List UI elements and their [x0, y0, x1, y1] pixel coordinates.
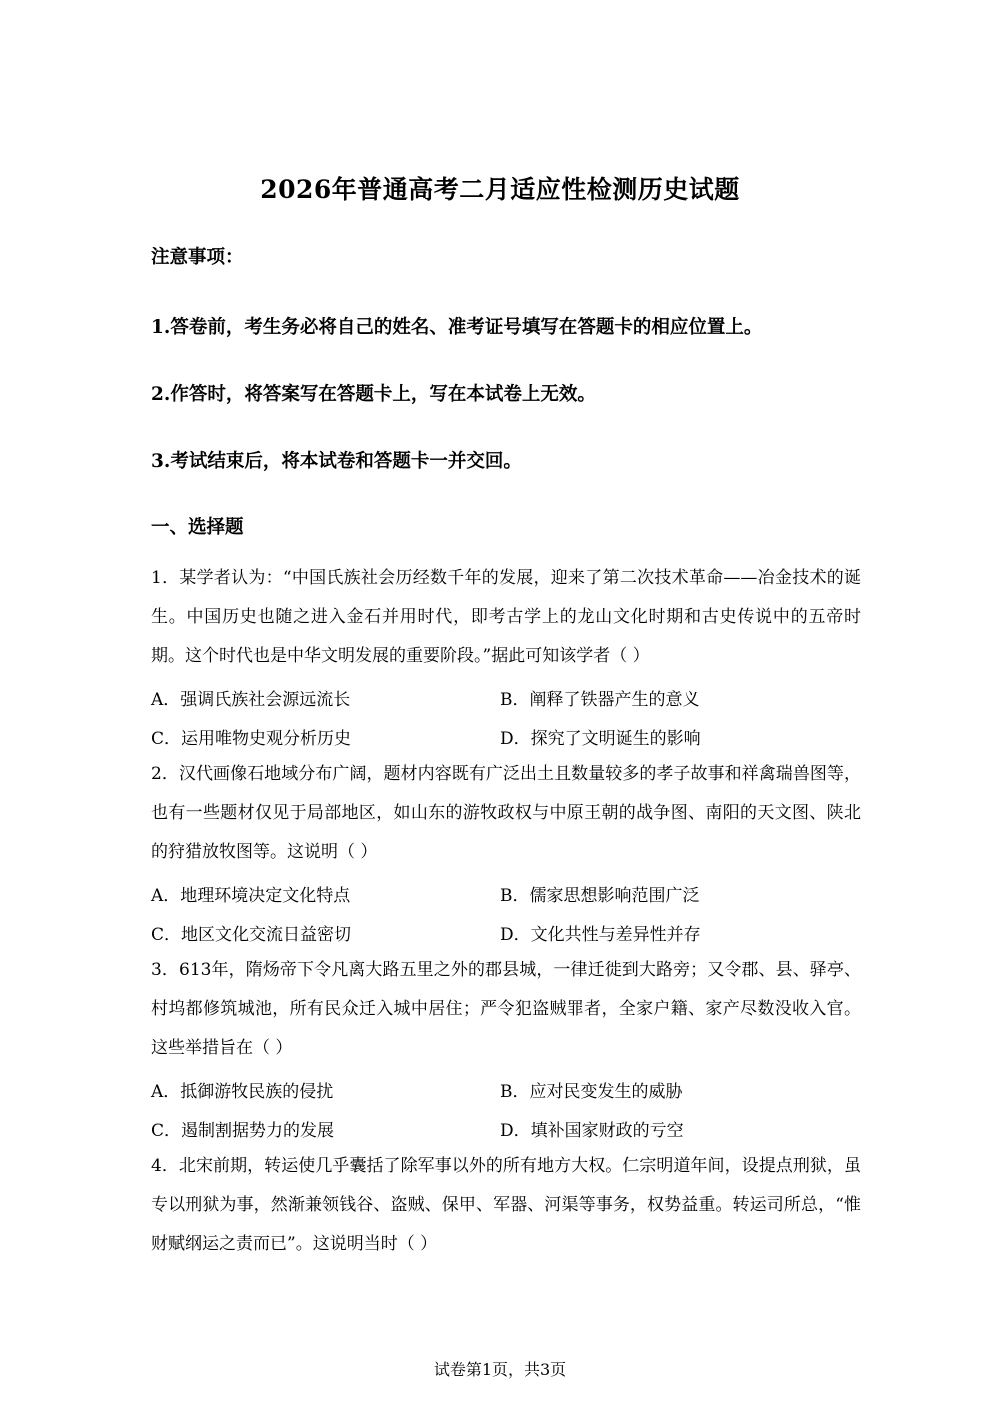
question-2-option-c: C．地区文化交流日益密切 — [151, 925, 352, 945]
question-2-option-d: D．文化共性与差异性并存 — [500, 925, 701, 945]
question-1-option-b: B．阐释了铁器产生的意义 — [500, 690, 700, 710]
notice-item-3: 3.考试结束后，将本试卷和答题卡一并交回。 — [151, 451, 522, 472]
question-1-option-d: D．探究了文明诞生的影响 — [500, 729, 701, 749]
notice-item-2: 2.作答时，将答案写在答题卡上，写在本试卷上无效。 — [151, 384, 596, 405]
question-2-option-b: B．儒家思想影响范围广泛 — [500, 886, 700, 906]
question-3-option-c: C．遏制割据势力的发展 — [151, 1121, 335, 1141]
page-title: 2026年普通高考二月适应性检测历史试题 — [260, 175, 740, 204]
question-2-option-a: A．地理环境决定文化特点 — [151, 886, 351, 906]
question-4-stem — [151, 1147, 861, 1264]
question-stem-text: 4．北宋前期，转运使几乎囊括了除军事以外的所有地方大权。仁宗明道年间，设提点刑狱，虽专以刑狱为事，然渐兼领钱谷、盗贼、保甲、军器、河渠等事务，权势益重。转运司所总，“惟财赋纲运之责而已”。这说明当时（ ） — [151, 1156, 861, 1254]
question-1-stem — [151, 559, 861, 676]
question-1-option-a: A．强调氏族社会源远流长 — [151, 690, 351, 710]
question-2-stem — [151, 755, 861, 872]
section-title: 一、选择题 — [151, 517, 244, 538]
question-1-option-c: C．运用唯物史观分析历史 — [151, 729, 352, 749]
question-3-option-b: B．应对民变发生的威胁 — [500, 1082, 683, 1102]
question-stem-text: 3．613年，隋炀帝下令凡离大路五里之外的郡县城，一律迁徙到大路旁；又令郡、县、驿亭、村坞都修筑城池，所有民众迁入城中居住；严令犯盗贼罪者，全家户籍、家产尽数没收入官。这些举措旨在（ ） — [151, 960, 861, 1058]
notice-heading: 注意事项： — [151, 247, 244, 268]
page-footer: 试卷第1页，共3页 — [433, 1360, 567, 1379]
question-3-stem — [151, 951, 861, 1068]
question-3-option-a: A．抵御游牧民族的侵扰 — [151, 1082, 334, 1102]
question-stem-text: 2．汉代画像石地域分布广阔，题材内容既有广泛出土且数量较多的孝子故事和祥禽瑞兽图等，也有一些题材仅见于局部地区，如山东的游牧政权与中原王朝的战争图、南阳的天文图、陕北的狩猎放牧图等。这说明（ ） — [151, 764, 861, 862]
notice-item-1: 1.答卷前，考生务必将自己的姓名、准考证号填写在答题卡的相应位置上。 — [151, 317, 763, 338]
question-3-option-d: D．填补国家财政的亏空 — [500, 1121, 684, 1141]
question-stem-text: 1．某学者认为：“中国氏族社会历经数千年的发展，迎来了第二次技术革命——冶金技术的诞生。中国历史也随之进入金石并用时代，即考古学上的龙山文化时期和古史传说中的五帝时期。这个时代也是中华文明发展的重要阶段。”据此可知该学者（ ） — [151, 568, 861, 666]
